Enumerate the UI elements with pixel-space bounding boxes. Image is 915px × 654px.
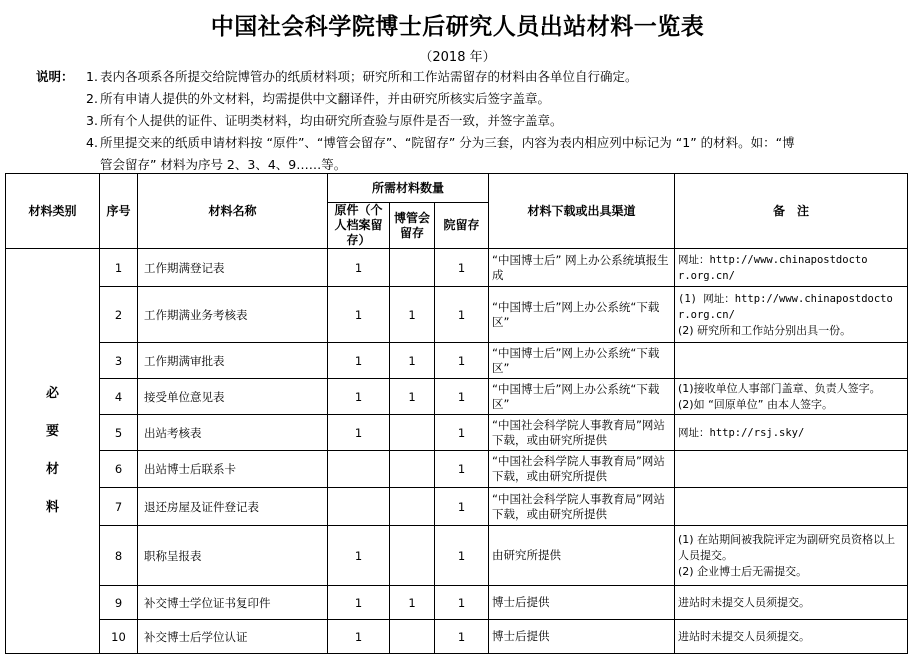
name-cell: 工作期满登记表 (138, 249, 328, 287)
seq-cell: 7 (100, 488, 138, 526)
remark-line: (2) 企业博士后无需提交。 (678, 564, 808, 578)
seq-cell: 3 (100, 343, 138, 379)
table-row (6, 287, 908, 343)
qty-original-cell: 1 (328, 415, 390, 451)
qty-yuan-cell: 1 (435, 287, 489, 343)
qty-boguan-cell (390, 620, 435, 654)
table-row (6, 249, 908, 287)
qty-original-cell: 1 (328, 343, 390, 379)
qty-yuan-cell: 1 (435, 620, 489, 654)
remark-cell (675, 415, 908, 451)
table-row (6, 526, 908, 586)
note-number: 1. (86, 69, 98, 84)
qty-yuan-cell: 1 (435, 415, 489, 451)
note-text: 表内各项系各所提交给院博管办的纸质材料项；研究所和工作站需留存的材料由各单位自行确定。 (100, 69, 638, 84)
source-cell: “中国博士后”网上办公系统“下载区” (489, 287, 675, 343)
qty-boguan-cell (390, 415, 435, 451)
header-name: 材料名称 (138, 174, 328, 249)
qty-boguan-cell (390, 526, 435, 586)
source-cell: “中国社会科学院人事教育局”网站下载，或由研究所提供 (489, 488, 675, 526)
remark-cell (675, 488, 908, 526)
remark-cell (675, 586, 908, 620)
source-cell: 博士后提供 (489, 586, 675, 620)
remark-cell (675, 287, 908, 343)
remark-line: r.org.cn/ (678, 308, 735, 321)
header-qty-original: 原件（个人档案留存） (328, 203, 390, 249)
source-cell: 博士后提供 (489, 620, 675, 654)
qty-yuan-cell: 1 (435, 526, 489, 586)
qty-yuan-cell: 1 (435, 586, 489, 620)
seq-cell: 4 (100, 379, 138, 415)
qty-boguan-cell (390, 249, 435, 287)
note-text: 所有个人提供的证件、证明类材料，均由研究所查验与原件是否一致，并签字盖章。 (100, 113, 563, 128)
header-qty-yuan: 院留存 (435, 203, 489, 249)
remark-line: (1) 在站期间被我院评定为副研究员资格以上人员提交。 (678, 532, 896, 562)
note-item (36, 110, 906, 132)
table-row (6, 343, 908, 379)
remark-line: (2)如 “回原单位” 由本人签字。 (678, 397, 833, 411)
notes-label: 说明： (36, 69, 74, 84)
seq-cell: 5 (100, 415, 138, 451)
qty-yuan-cell: 1 (435, 379, 489, 415)
table-row (6, 451, 908, 488)
note-text: 所里提交来的纸质申请材料按 “原件”、“博管会留存”、“院留存” 分为三套，内容为表内相应列中标记为 “1” 的材料。如：“博 (100, 135, 795, 150)
source-cell: 由研究所提供 (489, 526, 675, 586)
source-cell: “中国博士后” 网上办公系统填报生成 (489, 249, 675, 287)
source-cell: “中国博士后”网上办公系统“下载区” (489, 379, 675, 415)
source-cell: “中国博士后”网上办公系统“下载区” (489, 343, 675, 379)
header-remark: 备 注 (675, 174, 908, 249)
note-text: 所有申请人提供的外文材料，均需提供中文翻译件，并由研究所核实后签字盖章。 (100, 91, 551, 106)
name-cell: 出站博士后联系卡 (138, 451, 328, 488)
qty-boguan-cell: 1 (390, 586, 435, 620)
category-cell (6, 249, 100, 654)
qty-original-cell: 1 (328, 586, 390, 620)
category-char: 必 (45, 386, 59, 401)
qty-boguan-cell (390, 488, 435, 526)
qty-original-cell: 1 (328, 526, 390, 586)
remark-line: (1) 网址：http://www.chinapostdocto (678, 292, 893, 305)
note-item (36, 88, 906, 110)
name-cell: 补交博士学位证书复印件 (138, 586, 328, 620)
qty-original-cell: 1 (328, 287, 390, 343)
name-cell: 出站考核表 (138, 415, 328, 451)
qty-original-cell: 1 (328, 620, 390, 654)
qty-original-cell (328, 488, 390, 526)
page-subtitle: （2018 年） (419, 50, 496, 65)
name-cell: 退还房屋及证件登记表 (138, 488, 328, 526)
qty-original-cell: 1 (328, 249, 390, 287)
source-cell: “中国社会科学院人事教育局”网站下载，或由研究所提供 (489, 451, 675, 488)
qty-original-cell (328, 451, 390, 488)
name-cell: 补交博士后学位认证 (138, 620, 328, 654)
header-category: 材料类别 (6, 174, 100, 249)
source-cell: “中国社会科学院人事教育局”网站下载，或由研究所提供 (489, 415, 675, 451)
remark-line: 进站时未提交人员须提交。 (678, 595, 810, 609)
category-char: 要 (45, 424, 59, 439)
remark-line: r.org.cn/ (678, 269, 735, 282)
seq-cell: 6 (100, 451, 138, 488)
header-source: 材料下载或出具渠道 (489, 174, 675, 249)
remark-cell (675, 379, 908, 415)
note-item (36, 66, 906, 88)
category-char: 料 (45, 500, 59, 515)
remark-line: (1)接收单位人事部门盖章、负责人签字。 (678, 381, 881, 395)
table-row (6, 415, 908, 451)
name-cell: 接受单位意见表 (138, 379, 328, 415)
seq-cell: 10 (100, 620, 138, 654)
note-number: 4. (86, 135, 98, 150)
header-seq: 序号 (100, 174, 138, 249)
note-number: 2. (86, 91, 98, 106)
header-qty-group: 所需材料数量 (328, 174, 489, 203)
name-cell: 工作期满业务考核表 (138, 287, 328, 343)
name-cell: 职称呈报表 (138, 526, 328, 586)
header-qty-boguan: 博管会留存 (390, 203, 435, 249)
note-item (36, 132, 906, 154)
table-row (6, 488, 908, 526)
seq-cell: 1 (100, 249, 138, 287)
seq-cell: 2 (100, 287, 138, 343)
note-number: 3. (86, 113, 98, 128)
qty-yuan-cell: 1 (435, 343, 489, 379)
remark-line: 网址：http://rsj.sky/ (678, 426, 805, 439)
notes-section (36, 66, 906, 176)
remark-cell (675, 249, 908, 287)
remark-cell (675, 451, 908, 488)
seq-cell: 8 (100, 526, 138, 586)
remark-cell (675, 620, 908, 654)
name-cell: 工作期满审批表 (138, 343, 328, 379)
table-row (6, 620, 908, 654)
table-row (6, 586, 908, 620)
seq-cell: 9 (100, 586, 138, 620)
remark-line: 网址：http://www.chinapostdocto (678, 253, 868, 266)
remark-cell (675, 343, 908, 379)
qty-original-cell: 1 (328, 379, 390, 415)
qty-yuan-cell: 1 (435, 451, 489, 488)
qty-yuan-cell: 1 (435, 249, 489, 287)
materials-table (5, 173, 908, 654)
table-row (6, 379, 908, 415)
remark-line: 进站时未提交人员须提交。 (678, 629, 810, 643)
remark-line: (2) 研究所和工作站分别出具一份。 (678, 323, 852, 337)
remark-cell (675, 526, 908, 586)
qty-boguan-cell: 1 (390, 343, 435, 379)
note-continuation: 管会留存” 材料为序号 2、3、4、9……等。 (100, 157, 347, 172)
qty-boguan-cell (390, 451, 435, 488)
qty-boguan-cell: 1 (390, 287, 435, 343)
page-title: 中国社会科学院博士后研究人员出站材料一览表 (210, 14, 705, 40)
qty-yuan-cell: 1 (435, 488, 489, 526)
qty-boguan-cell: 1 (390, 379, 435, 415)
category-char: 材 (45, 462, 59, 477)
